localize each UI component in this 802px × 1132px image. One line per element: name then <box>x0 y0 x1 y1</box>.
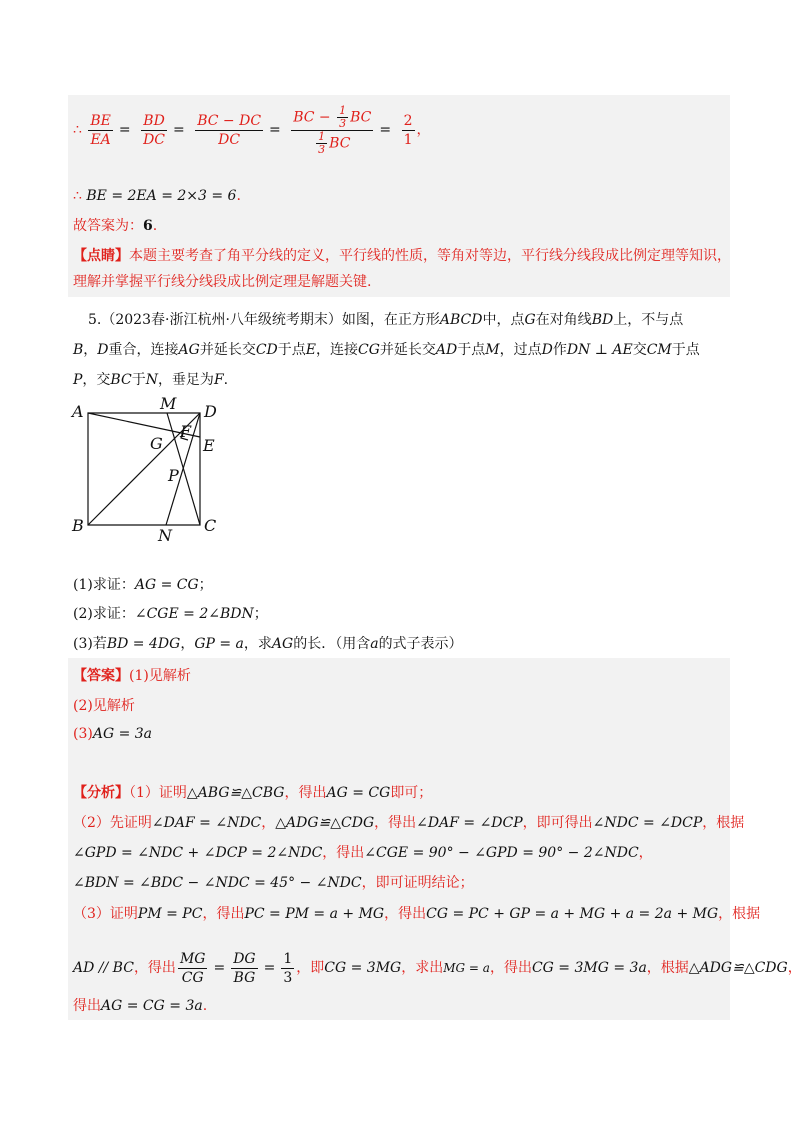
label-d: D <box>204 402 217 421</box>
final-answer-line: 故答案为：6. <box>73 218 158 234</box>
answer-line3: (3)AG = 3a <box>73 726 153 742</box>
label-p: P <box>168 466 179 485</box>
analysis-line6: AD // BC，得出 $\frac{MG}{CG}$ = $\frac{DG}{BG}$ = $\frac{1}{3}$ ，即CG = 3MG，求出MG = a，得出CG = 3MG = 3a，根据△ADG≌△CDG， <box>73 950 802 986</box>
label-g: G <box>150 434 163 453</box>
label-m: M <box>160 394 177 413</box>
question-2: (2)求证：∠CGE = 2∠BDN； <box>73 606 268 622</box>
answer-line1: 【答案】(1)见解析 <box>73 668 191 684</box>
square-figure <box>68 395 238 545</box>
analysis-line7: 得出AG = CG = 3a. <box>73 998 208 1014</box>
point-comment-line1: 【点睛】本题主要考查了角平分线的定义，平行线的性质，等角对等边，平行线分线段成比例定理等知识， <box>73 248 731 264</box>
be-result-line: ∴ BE = 2EA = 2×3 = 6. <box>73 188 241 204</box>
analysis-line1: 【分析】（1）证明△ABG≌△CBG，得出AG = CG即可； <box>73 785 433 801</box>
answer-line2: (2)见解析 <box>73 698 135 714</box>
label-f: F <box>180 422 192 441</box>
analysis-line3: ∠GPD = ∠NDC + ∠DCP = 2∠NDC，得出∠CGE = 90° − ∠GPD = 90° − 2∠NDC， <box>73 845 653 861</box>
label-e: E <box>203 436 215 455</box>
analysis-line2: （2）先证明∠DAF = ∠NDC，△ADG≌△CDG，得出∠DAF = ∠DCP，即可得出∠NDC = ∠DCP，根据 <box>73 815 745 831</box>
question-1: (1)求证：AG = CG； <box>73 577 213 593</box>
label-n: N <box>158 526 172 545</box>
analysis-line4: ∠BDN = ∠BDC − ∠NDC = 45° − ∠NDC，即可证明结论； <box>73 875 474 891</box>
problem-line1: 5.（2023春·浙江杭州·八年级统考期末）如图，在正方形ABCD中，点G在对角线BD上，不与点 <box>88 312 684 328</box>
point-comment-line2: 理解并掌握平行线分线段成比例定理是解题关键. <box>73 274 372 290</box>
label-c: C <box>204 516 217 535</box>
therefore-fraction-line: ∴ $\frac{BE}{EA}$ = $\frac{BD}{DC}$ = $\frac{BC - DC}{DC}$ = BC − $\frac{1}{3}$ BC $\frac{1}{3}$ BC = $\frac{2}{1}$ ， <box>73 103 431 156</box>
label-a: A <box>72 402 84 421</box>
problem-line3: P，交BC于N，垂足为F. <box>73 372 229 388</box>
analysis-line5: （3）证明PM = PC，得出PC = PM = a + MG，得出CG = PC + GP = a + MG + a = 2a + MG，根据 <box>73 906 761 922</box>
label-b: B <box>72 516 84 535</box>
problem-line2: B，D重合，连接AG并延长交CD于点E，连接CG并延长交AD于点M，过点D作DN ⊥ AE交CM于点 <box>73 342 700 358</box>
question-3: (3)若BD = 4DG，GP = a，求AG的长．（用含a的式子表示） <box>73 636 463 652</box>
